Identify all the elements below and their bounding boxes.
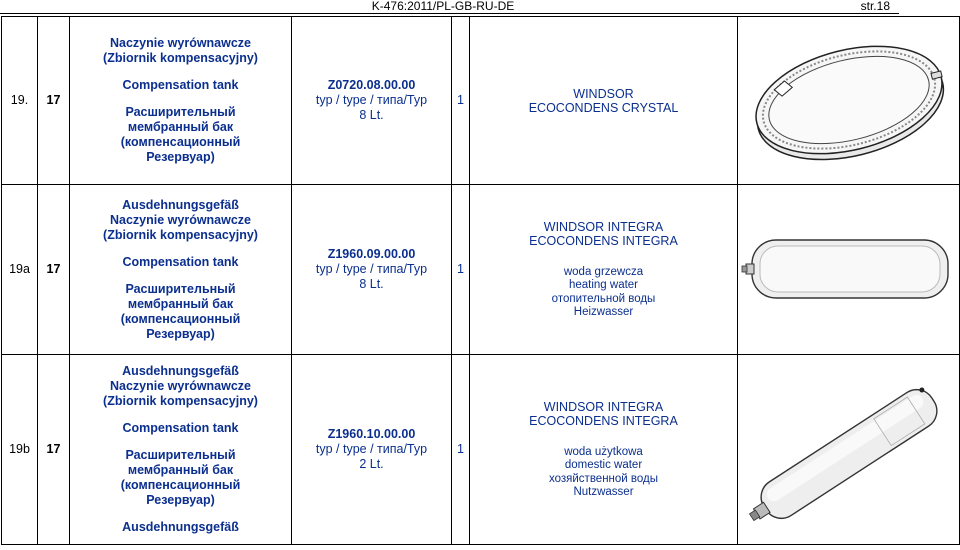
water-type-line: woda użytkowa xyxy=(564,445,643,458)
water-type xyxy=(470,446,737,500)
flat-expansion-vessel-icon xyxy=(738,186,960,354)
position-number: 17 xyxy=(38,185,70,355)
part-code: Z1960.10.00.00 xyxy=(327,427,416,441)
part-description xyxy=(70,355,292,545)
table-row xyxy=(2,355,960,545)
item-number: 19b xyxy=(2,355,38,545)
desc-ru-line: мембранный бак xyxy=(127,120,234,134)
model-name-line: WINDSOR xyxy=(573,86,634,101)
water-type-line: хозяйственной воды xyxy=(548,472,659,485)
model-cell xyxy=(470,185,738,355)
part-description xyxy=(70,185,292,355)
water-type-line: domestic water xyxy=(564,459,643,471)
desc-pl-line: Naczynie wyrównawcze xyxy=(109,379,252,393)
desc-en: Compensation tank xyxy=(122,254,239,269)
quantity: 1 xyxy=(452,185,470,355)
desc-pl-line: (Zbiornik kompensacyjny) xyxy=(103,227,258,242)
model-name-line: ECOCONDENS INTEGRA xyxy=(529,413,678,428)
header-rule xyxy=(0,13,899,14)
part-code: Z0720.08.00.00 xyxy=(327,78,416,92)
part-image xyxy=(738,185,960,355)
desc-ru-line: (компенсационный xyxy=(120,311,241,326)
desc-ru-line: Расширительный xyxy=(125,448,236,462)
model-name-line: WINDSOR INTEGRA xyxy=(543,219,664,234)
desc-ru-line: (компенсационный xyxy=(120,135,241,149)
water-type-line: heating water xyxy=(568,279,639,291)
model-name-line: ECOCONDENS INTEGRA xyxy=(529,233,678,248)
part-code: Z1960.09.00.00 xyxy=(327,247,416,261)
water-type-line: отопительной воды xyxy=(551,292,656,305)
part-image xyxy=(738,355,960,545)
quantity: 1 xyxy=(452,355,470,545)
water-type-line: woda grzewcza xyxy=(563,265,644,278)
water-type-line: Heizwasser xyxy=(573,306,634,318)
desc-ru-line: (компенсационный xyxy=(120,478,241,492)
model-cell xyxy=(470,17,738,185)
volume: 2 Lt. xyxy=(359,457,384,471)
desc-ru-line: Расширительный xyxy=(125,281,236,296)
position-number: 17 xyxy=(38,17,70,185)
volume: 8 Lt. xyxy=(359,108,384,122)
round-expansion-vessel-icon xyxy=(738,18,960,184)
cylindrical-expansion-vessel-icon xyxy=(738,356,960,544)
desc-en: Compensation tank xyxy=(122,421,239,435)
desc-pl-line: Naczynie wyrównawcze xyxy=(109,36,252,50)
type-label: typ / type / типа/Typ xyxy=(315,262,428,276)
desc-ru-line: мембранный бак xyxy=(127,463,234,477)
desc-ru-line: мембранный бак xyxy=(127,296,234,311)
desc-de-line: Ausdehnungsgefäß xyxy=(122,197,239,212)
table-row xyxy=(2,17,960,185)
model-name-line: ECOCONDENS CRYSTAL xyxy=(528,100,679,115)
desc-pl-line: (Zbiornik kompensacyjny) xyxy=(103,51,258,65)
desc-de-line: Ausdehnungsgefäß xyxy=(122,520,239,534)
part-code-cell xyxy=(292,355,452,545)
page-header xyxy=(0,0,960,14)
position-number: 17 xyxy=(38,355,70,545)
desc-de-line: Ausdehnungsgefäß xyxy=(122,364,239,378)
model-name-line: WINDSOR INTEGRA xyxy=(543,399,664,414)
item-number: 19. xyxy=(2,17,38,185)
volume: 8 Lt. xyxy=(359,277,384,291)
water-type-line: Nutzwasser xyxy=(573,486,634,498)
quantity: 1 xyxy=(452,17,470,185)
part-image xyxy=(738,17,960,185)
desc-ru-line: Расширительный xyxy=(125,105,236,119)
desc-ru-line: Резервуар) xyxy=(146,150,215,164)
desc-en: Compensation tank xyxy=(122,78,239,92)
item-number: 19a xyxy=(2,185,38,355)
water-type xyxy=(470,266,737,320)
type-label: typ / type / типа/Typ xyxy=(315,93,428,107)
part-description xyxy=(70,17,292,185)
table-row xyxy=(2,185,960,355)
desc-pl-line: Naczynie wyrównawcze xyxy=(109,212,252,227)
page-number: str.18 xyxy=(860,0,890,13)
parts-table xyxy=(1,16,960,545)
part-code-cell xyxy=(292,185,452,355)
document-code: K-476:2011/PL-GB-RU-DE xyxy=(371,0,515,13)
desc-ru-line: Резервуар) xyxy=(146,493,215,507)
model-cell xyxy=(470,355,738,545)
desc-ru-line: Резервуар) xyxy=(146,326,215,341)
desc-pl-line: (Zbiornik kompensacyjny) xyxy=(103,394,258,408)
type-label: typ / type / типа/Typ xyxy=(315,442,428,456)
part-code-cell xyxy=(292,17,452,185)
